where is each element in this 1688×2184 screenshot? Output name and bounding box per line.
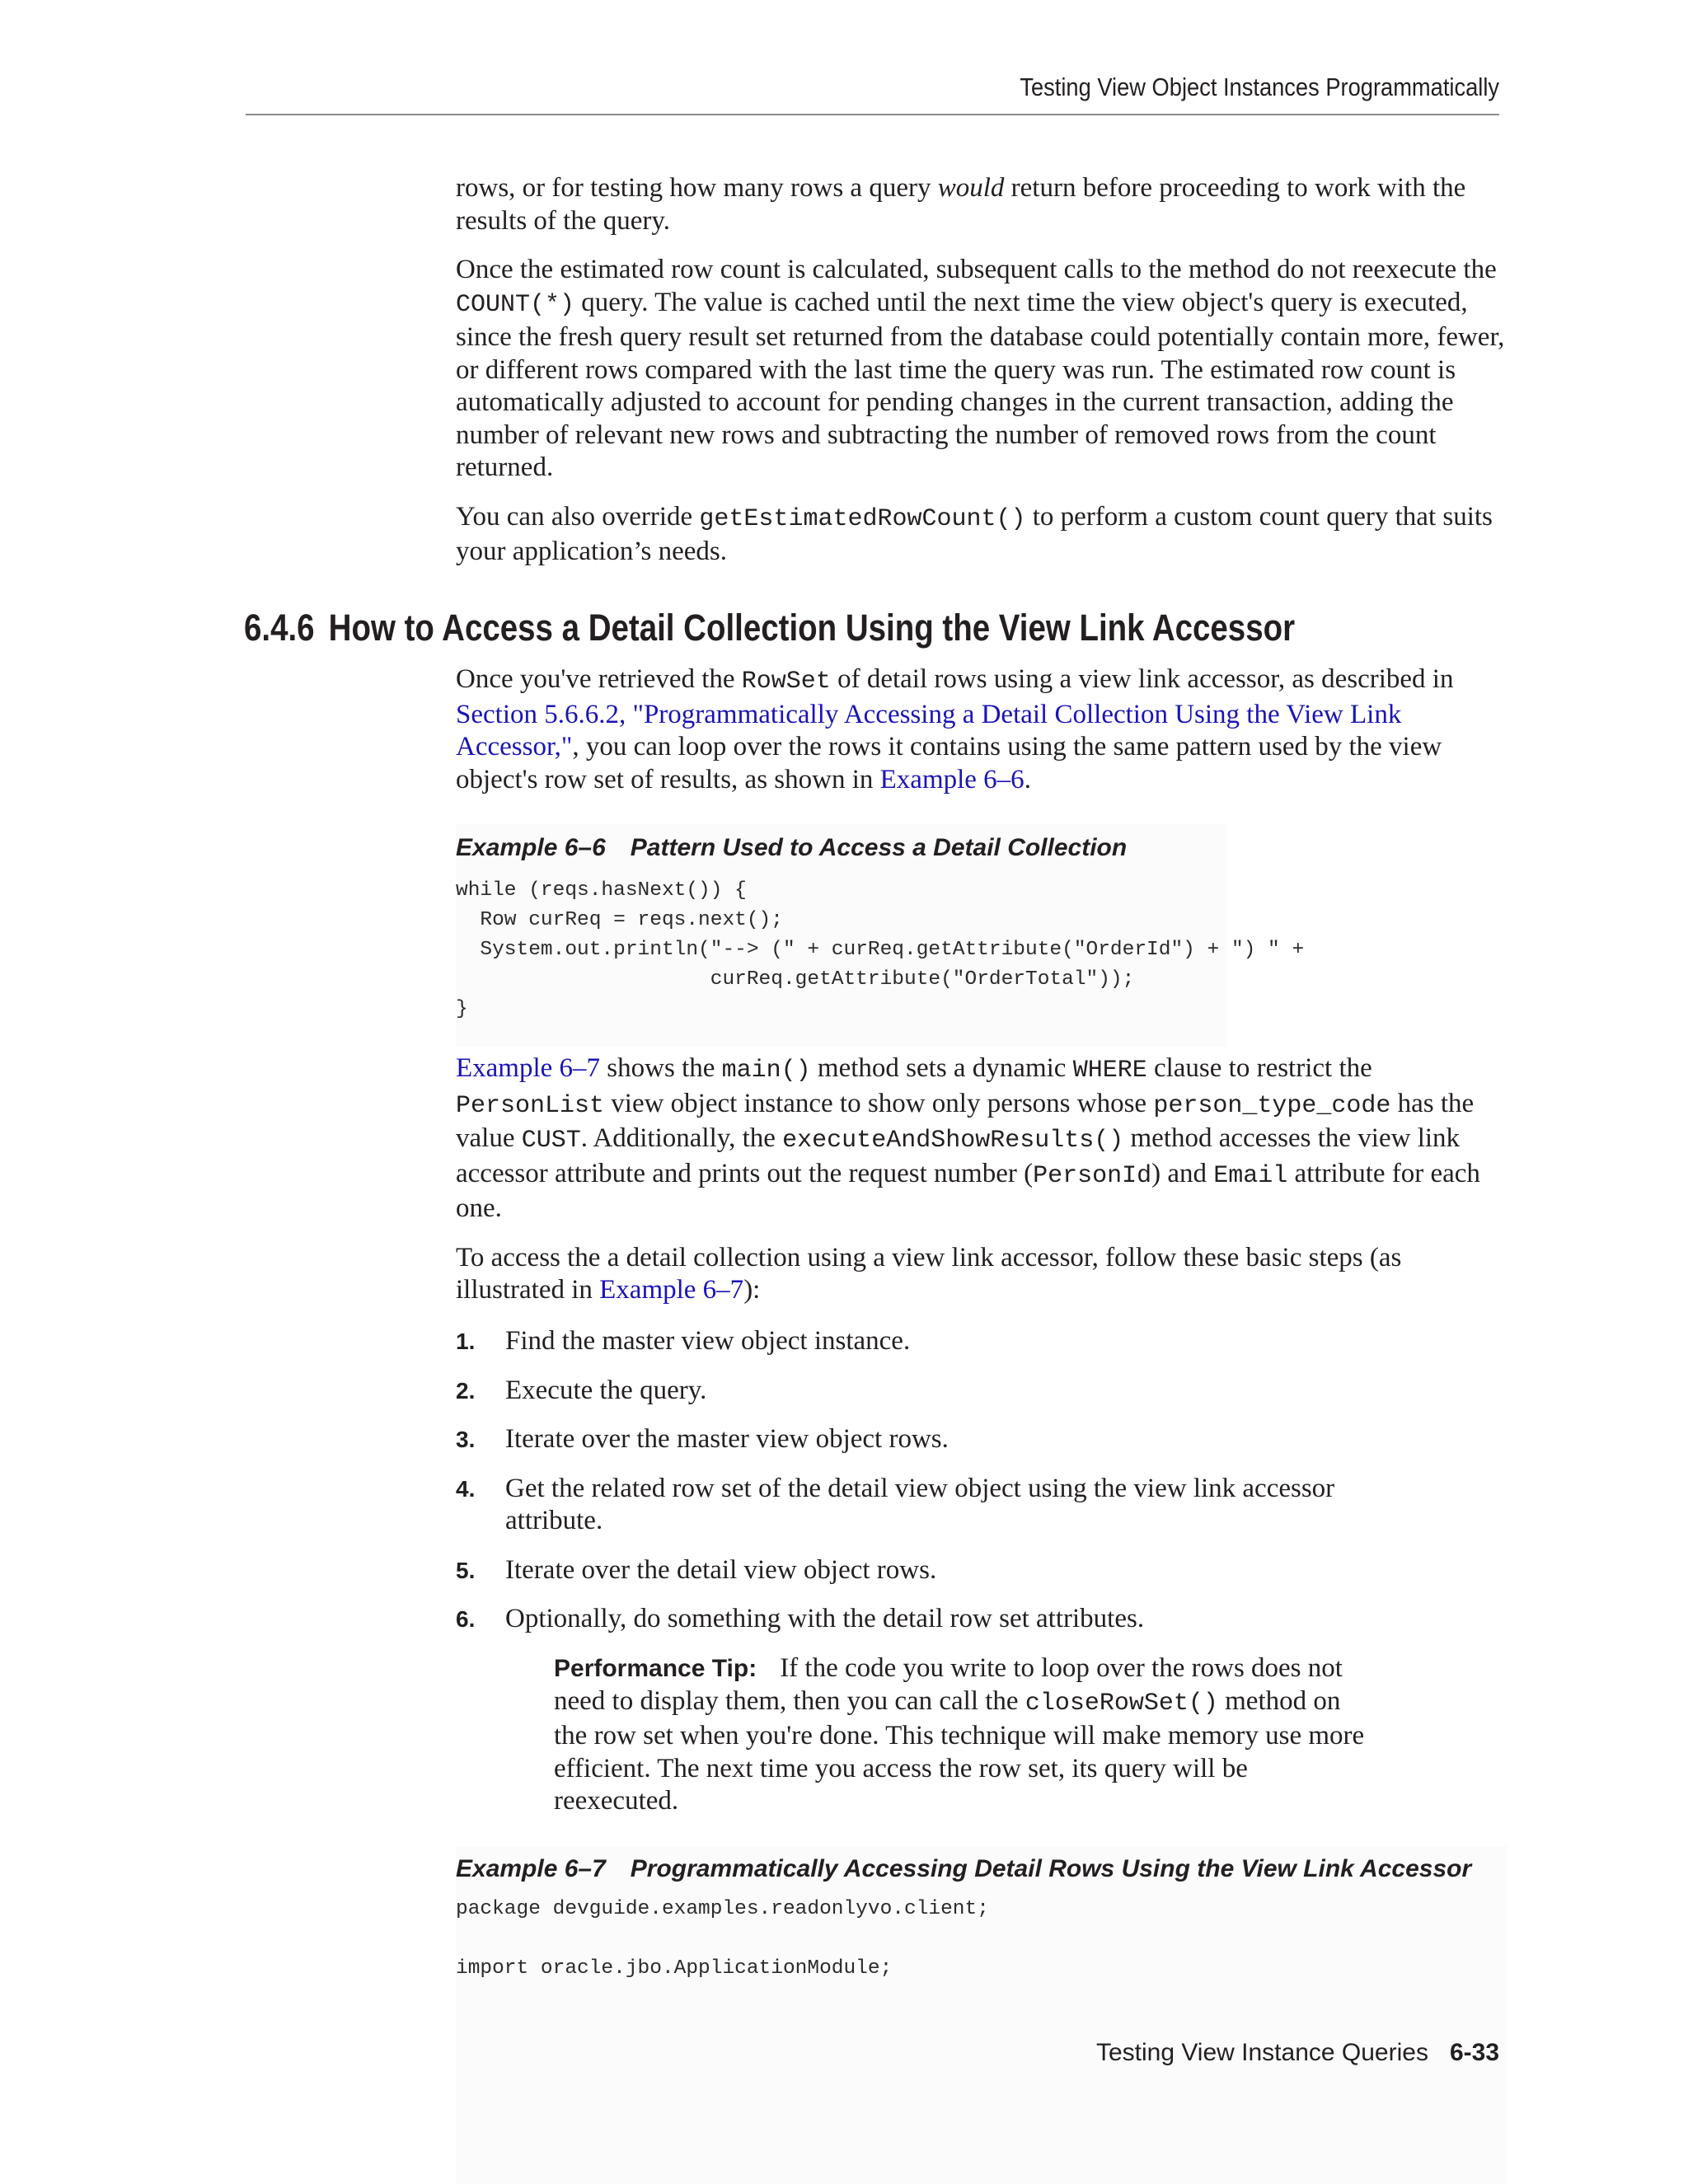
text-run: shows the — [600, 1053, 722, 1083]
page-number: 6-33 — [1449, 2039, 1499, 2066]
example-title-text: Pattern Used to Access a Detail Collection — [630, 834, 1128, 861]
inline-code: COUNT(*) — [456, 290, 575, 319]
text-run: to perform a custom count query that suits your application’s needs. — [456, 501, 1493, 566]
step-text: Find the master view object instance. — [505, 1326, 911, 1356]
example-6-7-link[interactable]: Example 6–7 — [599, 1275, 744, 1305]
footer-chapter-title: Testing View Instance Queries — [1095, 2039, 1428, 2066]
text-run: If the code you write to loop over the rows does not need to display them, then you can call the — [554, 1653, 1343, 1716]
text-run: . — [1024, 764, 1031, 794]
text-run: query. The value is cached until the next time the view object's query is executed, since the fresh query result set returned from the database could potentially contain more, fewer, or different rows compared with the last time the query was run. The estimated row count is automatically adjusted to account for pending changes in the current transaction, adding the number of relevant new rows and subtracting the number of removed rows from the count returned. — [456, 287, 1505, 482]
performance-tip — [554, 1652, 1378, 1818]
section-5-6-6-2-link[interactable]: Section 5.6.6.2, "Programmatically Accessing a Detail Collection Using the View Link Accessor," — [456, 699, 1402, 762]
step-text: Execute the query. — [505, 1375, 707, 1405]
text-run: , you can loop over the rows it contains using the same pattern used by the view object's row set of results, as shown in — [456, 732, 1442, 794]
running-header-title: Testing View Object Instances Programmatically — [1020, 73, 1499, 101]
step-text: Iterate over the detail view object rows. — [505, 1554, 937, 1585]
example-title-text: Programmatically Accessing Detail Rows Using the View Link Accessor — [630, 1855, 1472, 1882]
header-rule — [246, 114, 1499, 115]
inline-code: RowSet — [741, 668, 831, 696]
text-run: rows, or for testing how many rows a query — [456, 173, 938, 203]
example-6-6-code: while (reqs.hasNext()) { Row curReq = reqs.next(); System.out.println("--> (" + curReq.getAttribute("OrderId") + ") " + curReq.getAttribute("OrderTotal")); } — [456, 879, 1305, 1020]
example-6-6-link[interactable]: Example 6–6 — [879, 764, 1025, 794]
step-number: 4. — [456, 1475, 476, 1502]
list-item — [456, 1375, 1507, 1408]
text-run: ): — [743, 1275, 761, 1305]
section-title: How to Access a Detail Collection Using the View Link Accessor — [328, 607, 1296, 649]
example-6-7-title — [456, 1855, 1471, 1883]
section-number: 6.4.6 — [244, 607, 315, 649]
section-paragraph-1 — [456, 663, 1507, 796]
text-run: method on the row set when you're done. This technique will make memory use more efficient. The next time you access the row set, its query will be reexecuted. — [554, 1685, 1365, 1816]
text-run: Once you've retrieved the — [456, 664, 742, 694]
text-run: view object instance to show only persons whose — [604, 1088, 1154, 1118]
text-run: clause to restrict the — [1146, 1053, 1372, 1083]
list-item — [456, 1473, 1507, 1538]
step-number: 6. — [456, 1606, 476, 1632]
list-item — [456, 1423, 1507, 1456]
tip-paragraph — [554, 1652, 1378, 1818]
list-item — [456, 1603, 1507, 1636]
inline-code: person_type_code — [1153, 1091, 1391, 1120]
step-number: 5. — [456, 1557, 476, 1583]
step-number: 3. — [456, 1427, 476, 1452]
text-run: method sets a dynamic — [810, 1053, 1073, 1083]
intro-paragraph-2 — [456, 254, 1507, 485]
inline-code: CUST — [521, 1127, 581, 1155]
inline-code: Email — [1213, 1161, 1288, 1190]
example-6-7-link[interactable]: Example 6–7 — [456, 1053, 601, 1083]
steps-list — [456, 1325, 1507, 1652]
inline-code: executeAndShowResults() — [782, 1127, 1124, 1155]
text-run: You can also override — [456, 501, 700, 532]
text-run: of detail rows using a view link accessor, as described in — [830, 664, 1454, 694]
step-text: Get the related row set of the detail view object using the view link accessor attribute. — [505, 1473, 1335, 1535]
inline-code: main() — [721, 1057, 811, 1085]
text-run: has the value — [456, 1088, 1475, 1153]
text-run: Once the estimated row count is calculated, subsequent calls to the method do not reexecute the — [456, 255, 1497, 284]
tip-label: Performance Tip: — [554, 1655, 757, 1682]
inline-code: getEstimatedRowCount() — [699, 504, 1026, 533]
inline-code: WHERE — [1072, 1057, 1147, 1085]
inline-code: PersonList — [456, 1091, 605, 1120]
step-number: 1. — [456, 1329, 476, 1354]
section-intro — [456, 663, 1507, 796]
text-run: ) and — [1151, 1158, 1214, 1188]
inline-code: PersonId — [1033, 1161, 1152, 1190]
text-run: To access the a detail collection using a view link accessor, follow these basic steps (as illustrated in — [456, 1242, 1402, 1305]
example-6-7-code: package devguide.examples.readonlyvo.client; import oracle.jbo.ApplicationModule; — [456, 1898, 989, 1980]
intro-paragraph-1 — [456, 172, 1507, 237]
intro-paragraph-3 — [456, 501, 1507, 569]
section-paragraph-2 — [456, 1052, 1507, 1226]
page-footer — [1096, 2039, 1499, 2067]
step-number: 2. — [456, 1377, 476, 1404]
list-item — [456, 1325, 1507, 1358]
text-run: . Additionally, the — [580, 1123, 783, 1153]
example-6-6-title — [456, 834, 1127, 862]
list-item — [456, 1554, 1507, 1587]
text-run: attribute for each one. — [456, 1158, 1480, 1223]
main-method-description — [456, 1052, 1507, 1307]
section-paragraph-3 — [456, 1242, 1507, 1307]
text-run: method accesses the view link accessor attribute and prints out the request number ( — [456, 1123, 1461, 1188]
step-text: Optionally, do something with the detail row set attributes. — [505, 1604, 1145, 1633]
section-heading — [244, 607, 1295, 649]
example-number: Example 6–6 — [456, 834, 606, 861]
example-number: Example 6–7 — [456, 1855, 606, 1882]
inline-code: closeRowSet() — [1025, 1689, 1218, 1718]
text-run: return before proceeding to work with the results of the query. — [456, 173, 1466, 236]
intro-text — [456, 172, 1507, 569]
emphasis-text: would — [937, 173, 1005, 203]
step-text: Iterate over the master view object rows. — [505, 1424, 949, 1454]
